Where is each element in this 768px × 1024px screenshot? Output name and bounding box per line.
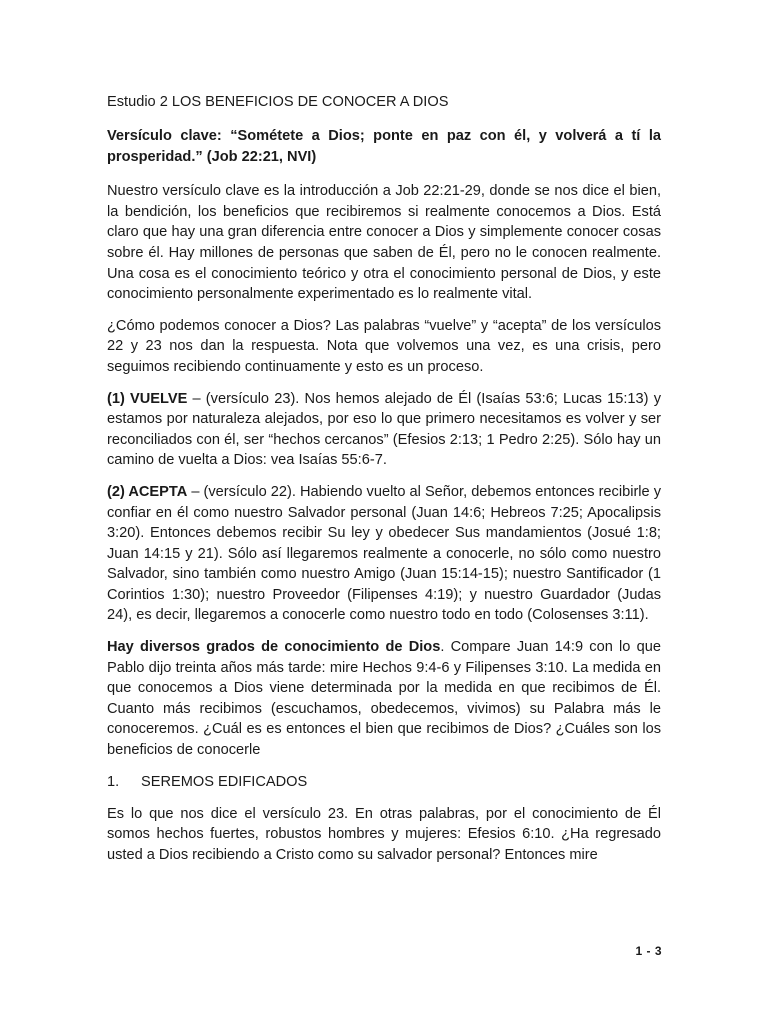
section-heading-1 (107, 772, 661, 792)
degrees-text: . Compare Juan 14:9 con lo que Pablo dijo treinta años más tarde: mire Hechos 9:4-6 y Filipenses 3:10. La medida en que conocemos a Dios viene determinada por la medida en que recibimos de Él. Cuanto más recibimos (escuchamos, obedecemos, vivimos) su Palabra más le conoceremos. ¿Cuál es es entonces el bien que recibimos de Dios? ¿Cuáles son los beneficios de conocerle (107, 639, 661, 759)
paragraph-section-1: Es lo que nos dice el versículo 23. En otras palabras, por el conocimiento de Él somos hechos fuertes, robustos hombres y mujeres: Efesios 6:10. ¿Ha regresado usted a Dios recibiendo a Cristo como su salvador personal? Entonces mire (107, 805, 661, 863)
paragraph-intro: Nuestro versículo clave es la introducción a Job 22:21-29, donde se nos dice el bien, la bendición, los beneficios que recibiremos si realmente conocemos a Dios. Está claro que hay una gran diferencia entre conocer a Dios y simplemente conocer cosas sobre él. Hay millones de personas que saben de Él, pero no le conocen realmente. Una cosa es el conocimiento teórico y otra el conocimiento personal de Dios, y este conocimiento personalmente experimentado es lo realmente vital. (107, 183, 661, 303)
page-number: 1 - 3 (635, 944, 662, 958)
point-vuelve-text: – (versículo 23). Nos hemos alejado de Él (Isaías 53:6; Lucas 15:13) y estamos por naturaleza alejados, por eso lo que primero necesitamos es volver y ser reconciliados con él, ser “hechos cercanos” (Efesios 2:13; 1 Pedro 2:25). Sólo hay un camino de vuelta a Dios: vea Isaías 55:6-7. (107, 390, 661, 469)
point-acepta-text: – (versículo 22). Habiendo vuelto al Señor, debemos entonces recibirle y confiar en él como nuestro Salvador personal (Juan 14:6; Hebreos 7:25; Apocalipsis 3:20). Entonces debemos recibir Su ley y obedecer Sus mandamientos (Josué 1:8; Juan 14:15 y 21). Sólo así llegaremos realmente a conocerle, no sólo como nuestro Salvador, sino también como nuestro Amigo (Juan 15:14-15); nuestro Santificador (1 Corintios 1:30); nuestro Proveedor (Filipenses 4:19); y nuestro Guardador (Judas 24), es decir, llegaremos a conocerle como nuestro todo en todo (Colosenses 3:11). (107, 483, 662, 624)
document-title: Estudio 2 LOS BENEFICIOS DE CONOCER A DIOS (107, 94, 449, 110)
point-vuelve-lead: (1) VUELVE (107, 390, 188, 407)
key-verse: Versículo clave: “Sométete a Dios; ponte en paz con él, y volverá a tí la prosperidad.” (Job 22:21, NVI) (107, 128, 661, 165)
paragraph-degrees (107, 637, 661, 761)
point-acepta (107, 482, 661, 626)
point-vuelve (107, 389, 661, 471)
paragraph-how-to-know: ¿Cómo podemos conocer a Dios? Las palabras “vuelve” y “acepta” de los versículos 22 y 23 nos dan la respuesta. Nota que volvemos una vez, es una crisis, pero seguimos recibiendo continuamente y esto es un proceso. (107, 317, 661, 375)
section-number: 1. (107, 773, 120, 790)
degrees-lead: Hay diversos grados de conocimiento de Dios (107, 639, 441, 656)
section-heading-text: SEREMOS EDIFICADOS (141, 773, 308, 790)
point-acepta-lead: (2) ACEPTA (107, 483, 188, 500)
